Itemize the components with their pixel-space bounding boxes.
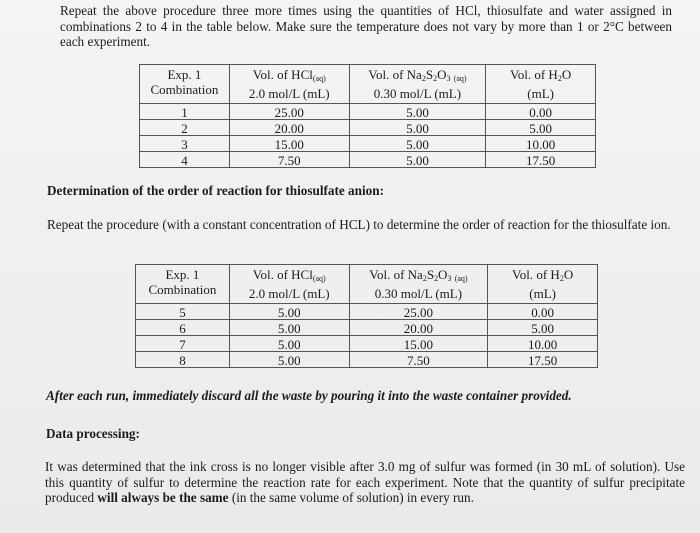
cell-hcl: 5.00 [229, 352, 349, 368]
header-vol-water: Vol. of $H_2O$ (mL) [486, 65, 596, 104]
header-vol-water: Vol. of $H_2O$ (mL) [488, 265, 598, 304]
cell-water: 5.00 [486, 120, 596, 136]
cell-thiosulfate: 25.00 [349, 304, 488, 320]
header-vol-hcl: Vol. of HCl$_{(aq)}$ 2.0 mol/L (mL) [229, 65, 349, 104]
cell-thiosulfate: 15.00 [349, 336, 488, 352]
thiosulfate-paragraph: Repeat the procedure (with a constant concentration of HCL) to determine the order of reaction for the thiosulfate ion. [47, 217, 671, 232]
cell-water: 0.00 [488, 304, 598, 320]
cell-thiosulfate: 20.00 [349, 320, 488, 336]
table-row [136, 304, 598, 320]
cell-hcl: 5.00 [229, 320, 349, 336]
discard-waste-instruction: After each run, immediately discard all the waste by pouring it into the waste container provided. [46, 388, 572, 403]
cell-water: 17.50 [488, 352, 598, 368]
cell-water: 5.00 [488, 320, 598, 336]
intro-paragraph: Repeat the above procedure three more times using the quantities of HCl, thiosulfate and water assigned in combinations 2 to 4 in the table below. Make sure the temperature does not vary by more than 1 or 2°C between each experiment. [60, 3, 672, 49]
table-row [140, 152, 596, 168]
cell-water: 10.00 [488, 336, 598, 352]
cell-hcl: 5.00 [229, 304, 349, 320]
cell-hcl: 7.50 [229, 152, 349, 168]
cell-hcl: 5.00 [229, 336, 349, 352]
cell-hcl: 25.00 [229, 104, 349, 120]
header-vol-thiosulfate: Vol. of $Na_2S_2O_3$ $_{(aq)}$ 0.30 mol/L (mL) [349, 265, 488, 304]
cell-exp: 6 [136, 320, 230, 336]
data-processing-paragraph: It was determined that the ink cross is no longer visible after 3.0 mg of sulfur was formed (in 30 mL of solution). Use this quantity of sulfur to determine the reaction rate for each experiment. Note that the quantity of sulfur precipitate produced will always be the same (in the same volume of solution) in every run. [45, 459, 685, 505]
cell-exp: 8 [136, 352, 230, 368]
header-vol-hcl: Vol. of HCl$_{(aq)}$ 2.0 mol/L (mL) [229, 265, 349, 304]
thiosulfate-order-heading: Determination of the order of reaction for thiosulfate anion: [47, 183, 384, 198]
cell-hcl: 15.00 [229, 136, 349, 152]
header-exp-combination: Exp. 1 Combination [136, 265, 230, 304]
cell-exp: 4 [140, 152, 230, 168]
combination-table-2 [135, 264, 598, 368]
table-row [140, 136, 596, 152]
cell-water: 0.00 [486, 104, 596, 120]
data-processing-heading: Data processing: [46, 426, 140, 441]
table-row [136, 320, 598, 336]
cell-water: 17.50 [486, 152, 596, 168]
cell-thiosulfate: 5.00 [349, 136, 486, 152]
cell-exp: 7 [136, 336, 230, 352]
cell-thiosulfate: 5.00 [349, 152, 486, 168]
cell-thiosulfate: 7.50 [349, 352, 488, 368]
table-header-row [136, 265, 598, 304]
cell-exp: 1 [140, 104, 230, 120]
cell-hcl: 20.00 [229, 120, 349, 136]
table-header-row [140, 65, 596, 104]
header-vol-thiosulfate: Vol. of $Na_2S_2O_3$ $_{(aq)}$ 0.30 mol/L (mL) [349, 65, 486, 104]
table-row [136, 352, 598, 368]
cell-water: 10.00 [486, 136, 596, 152]
cell-thiosulfate: 5.00 [349, 120, 486, 136]
cell-exp: 5 [136, 304, 230, 320]
header-exp-combination: Exp. 1 Combination [140, 65, 230, 104]
cell-exp: 3 [140, 136, 230, 152]
combination-table-1 [139, 64, 596, 168]
emphasis-same: will always be the same [97, 490, 229, 505]
table-row [136, 336, 598, 352]
table-row [140, 120, 596, 136]
cell-thiosulfate: 5.00 [349, 104, 486, 120]
table-row [140, 104, 596, 120]
cell-exp: 2 [140, 120, 230, 136]
